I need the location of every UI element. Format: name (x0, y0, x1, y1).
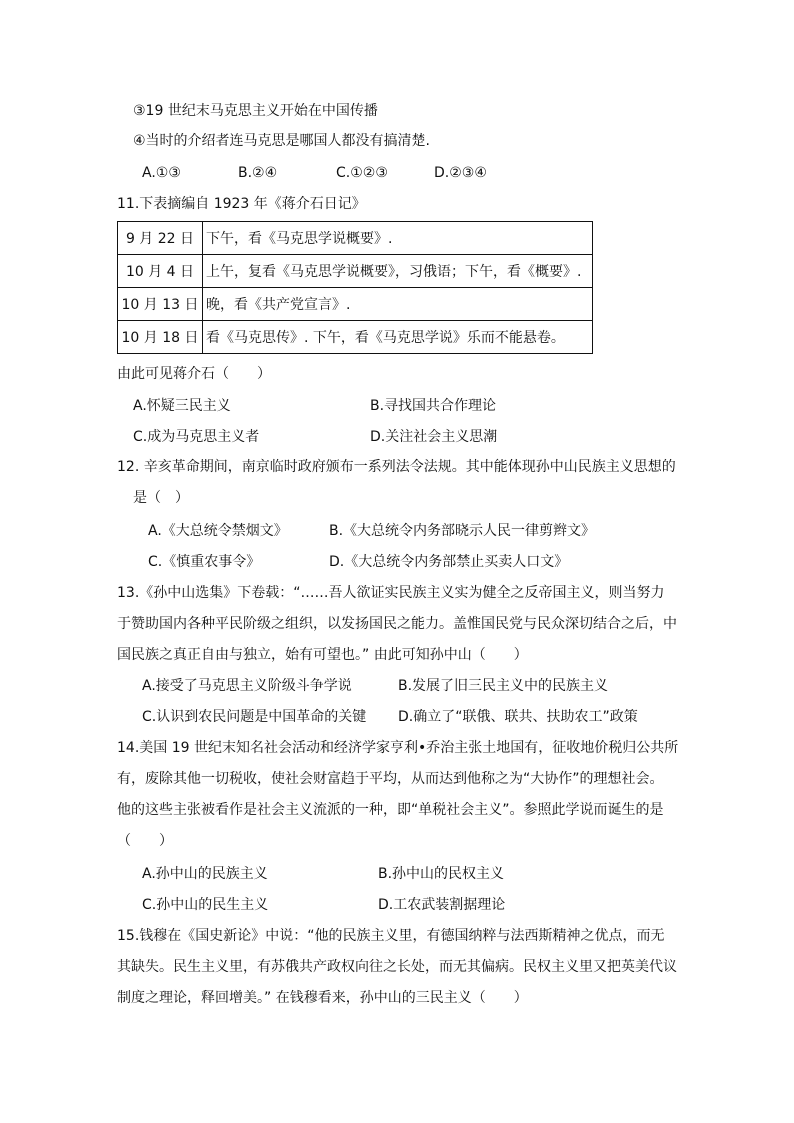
diary-date: 10 月 4 日 (118, 255, 203, 288)
q15-line-2: 其缺失。民生主义里，有苏俄共产政权向往之长处，而无其偏病。民权主义里又把英美代议 (117, 959, 677, 975)
q10-option-d: D.②③④ (434, 165, 487, 181)
q11-option-d: D.关注社会主义思潮 (370, 429, 498, 445)
diary-entry: 晚，看《共产党宣言》. (203, 288, 593, 321)
diary-date: 9 月 22 日 (118, 222, 203, 255)
q10-option-a: A.①③ (142, 165, 181, 181)
q13-option-b: B.发展了旧三民主义中的民族主义 (398, 678, 609, 694)
q11-option-c: C.成为马克思主义者 (133, 429, 260, 445)
q12-option-c: C.《慎重农事令》 (148, 554, 261, 570)
q10-item-3: ③19 世纪末马克思主义开始在中国传播 (133, 103, 378, 119)
q13-line-1: 13.《孙中山选集》下卷载：“……吾人欲证实民族主义实为健全之反帝国主义，则当努力 (117, 585, 665, 601)
q14-option-a: A.孙中山的民族主义 (142, 866, 268, 882)
q11-option-b: B.寻找国共合作理论 (370, 398, 497, 414)
q11-question: 由此可见蒋介石（ ） (117, 366, 271, 382)
q14-option-b: B.孙中山的民权主义 (378, 866, 505, 882)
q13-option-d: D.确立了“联俄、联共、扶助农工”政策 (398, 709, 638, 725)
q12-option-a: A.《大总统令禁烟文》 (148, 523, 288, 539)
q15-line-1: 15.钱穆在《国史新论》中说：“他的民族主义里，有德国纳粹与法西斯精神之优点，而无 (117, 928, 665, 944)
q15-line-3: 制度之理论，释回增美。” 在钱穆看来，孙中山的三民主义（ ） (117, 990, 528, 1006)
q14-option-d: D.工农武装割据理论 (378, 897, 506, 913)
diary-date: 10 月 13 日 (118, 288, 203, 321)
diary-date: 10 月 18 日 (118, 321, 203, 354)
table-row (118, 321, 593, 354)
q10-option-b: B.②④ (238, 165, 278, 181)
q14-line-4: （ ） (117, 833, 173, 849)
table-row (118, 255, 593, 288)
q10-option-c: C.①②③ (336, 165, 388, 181)
q13-line-3: 国民族之真正自由与独立，始有可望也。” 由此可知孙中山（ ） (117, 647, 528, 663)
diary-table (117, 221, 593, 354)
q13-option-c: C.认识到农民问题是中国革命的关键 (142, 709, 367, 725)
q12-line-2: 是（ ） (133, 490, 189, 506)
q14-line-2: 有，废除其他一切税收，使社会财富趋于平均，从而达到他称之为“大协作”的理想社会。 (117, 771, 664, 787)
diary-entry: 看《马克思传》. 下午，看《马克思学说》乐而不能悬卷。 (203, 321, 593, 354)
q11-stem: 11.下表摘编自 1923 年《蒋介石日记》 (117, 196, 366, 212)
diary-entry: 上午，复看《马克思学说概要》，习俄语；下午，看《概要》. (203, 255, 593, 288)
q14-line-1: 14.美国 19 世纪末知名社会活动和经济学家亨利•乔治主张土地国有，征收地价税归公共所 (117, 740, 679, 756)
q12-option-b: B.《大总统令内务部晓示人民一律剪辫文》 (329, 523, 596, 539)
q14-line-3: 他的这些主张被看作是社会主义流派的一种，即“单税社会主义”。参照此学说而诞生的是 (117, 802, 664, 818)
table-row (118, 288, 593, 321)
q13-option-a: A.接受了马克思主义阶级斗争学说 (142, 678, 352, 694)
q11-option-a: A.怀疑三民主义 (133, 398, 231, 414)
q13-line-2: 于赞助国内各种平民阶级之组织，以发扬国民之能力。盖惟国民党与民众深切结合之后，中 (117, 616, 677, 632)
q12-line-1: 12. 辛亥革命期间，南京临时政府颁布一系列法令法规。其中能体现孙中山民族主义思想的 (117, 459, 676, 475)
q14-option-c: C.孙中山的民生主义 (142, 897, 269, 913)
q10-item-4: ④当时的介绍者连马克思是哪国人都没有搞清楚. (133, 133, 430, 149)
table-row (118, 222, 593, 255)
diary-entry: 下午，看《马克思学说概要》. (203, 222, 593, 255)
q12-option-d: D.《大总统令内务部禁止买卖人口文》 (329, 554, 569, 570)
